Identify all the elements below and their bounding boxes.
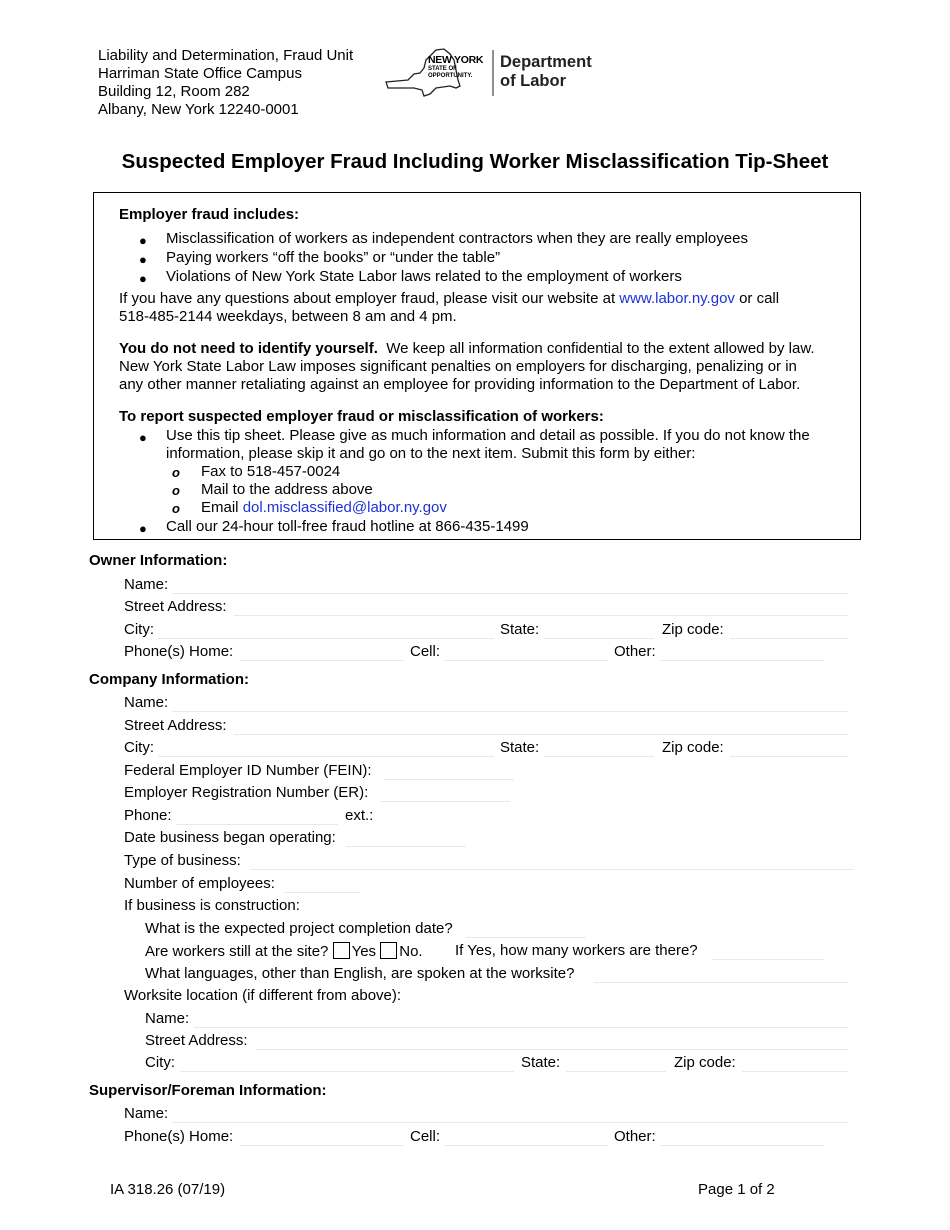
worksite-name-field[interactable] (194, 1010, 848, 1028)
company-phone-label: Phone: (124, 807, 172, 824)
supervisor-other-field[interactable] (660, 1128, 824, 1146)
report-line1: Use this tip sheet. Please give as much information and detail as possible. If you do not know the (166, 427, 810, 444)
company-street-label: Street Address: (124, 717, 227, 734)
company-zip-field[interactable] (730, 739, 848, 757)
mailing-address (98, 47, 353, 119)
questions-text (119, 290, 779, 307)
company-city-field[interactable] (158, 739, 494, 757)
supervisor-other-label: Other: (614, 1128, 656, 1145)
company-state-label: State: (500, 739, 540, 756)
logo-state-of: STATE OF (428, 66, 457, 72)
no-checkbox[interactable] (380, 942, 397, 959)
owner-other-field[interactable] (660, 643, 824, 661)
address-line: Building 12, Room 282 (98, 83, 250, 100)
bullet-icon: ● (139, 233, 147, 248)
owner-street-label: Street Address: (124, 598, 227, 615)
supervisor-phone-label: Phone(s) Home: (124, 1128, 234, 1145)
worksite-state-label: State: (521, 1054, 561, 1071)
supervisor-heading: Supervisor/Foreman Information: (89, 1082, 327, 1099)
completion-date-field[interactable] (466, 920, 586, 938)
address-line: Liability and Determination, Fraud Unit (98, 47, 354, 64)
page-title: Suspected Employer Fraud Including Worker Misclassification Tip-Sheet (121, 150, 829, 173)
completion-date-label: What is the expected project completion date? (145, 920, 453, 937)
workers-site-row (145, 942, 423, 960)
fein-label: Federal Employer ID Number (FEIN): (124, 762, 372, 779)
email-link[interactable]: dol.misclassified@labor.ny.gov (242, 499, 447, 516)
email-option (201, 499, 447, 516)
logo-ny-text: NEW YORK (428, 54, 484, 66)
identify-bold: You do not need to identify yourself. (119, 340, 378, 357)
owner-phone-field[interactable] (240, 643, 404, 661)
logo-opportunity: OPPORTUNITY. (428, 73, 473, 79)
ext-label: ext.: (345, 807, 374, 824)
company-heading: Company Information: (89, 671, 249, 688)
worksite-zip-label: Zip code: (674, 1054, 736, 1071)
owner-zip-field[interactable] (730, 621, 848, 639)
includes-item: Paying workers “off the books” or “under the table” (166, 249, 501, 266)
mail-option: Mail to the address above (201, 481, 373, 498)
worksite-label: Worksite location (if different from above): (124, 987, 402, 1004)
date-began-label: Date business began operating: (124, 829, 336, 846)
questions-post: or call (734, 290, 780, 307)
worksite-zip-field[interactable] (742, 1054, 848, 1072)
num-employees-label: Number of employees: (124, 875, 275, 892)
business-type-field[interactable] (250, 852, 854, 870)
website-link[interactable]: www.labor.ny.gov (619, 290, 735, 307)
nys-dol-logo (384, 46, 604, 98)
worksite-name-label: Name: (145, 1010, 190, 1027)
owner-cell-field[interactable] (444, 643, 608, 661)
address-line: Harriman State Office Campus (98, 65, 302, 82)
identify-rest: We keep all information confidential to the extent allowed by law. (377, 340, 815, 357)
hotline-text: Call our 24-hour toll-free fraud hotline at 866-435-1499 (166, 518, 529, 535)
fein-field[interactable] (384, 762, 514, 780)
company-name-field[interactable] (172, 694, 848, 712)
how-many-field[interactable] (712, 942, 824, 960)
company-name-label: Name: (124, 694, 169, 711)
yes-label: Yes (351, 943, 377, 960)
yes-checkbox[interactable] (333, 942, 350, 959)
fax-option: Fax to 518-457-0024 (201, 463, 341, 480)
owner-street-field[interactable] (234, 598, 848, 616)
company-zip-label: Zip code: (662, 739, 724, 756)
worksite-street-label: Street Address: (145, 1032, 248, 1049)
sub-bullet-icon: o (172, 501, 180, 516)
construction-label: If business is construction: (124, 897, 300, 914)
owner-other-label: Other: (614, 643, 656, 660)
company-street-field[interactable] (234, 717, 848, 735)
bullet-icon: ● (139, 430, 147, 445)
languages-field[interactable] (594, 965, 848, 983)
address-line: Albany, New York 12240-0001 (98, 101, 299, 118)
includes-item: Misclassification of workers as independent contractors when they are really employees (166, 230, 748, 247)
supervisor-cell-label: Cell: (410, 1128, 441, 1145)
business-type-label: Type of business: (124, 852, 241, 869)
company-city-label: City: (124, 739, 154, 756)
owner-name-field[interactable] (172, 576, 848, 594)
owner-name-label: Name: (124, 576, 169, 593)
questions-line2: 518-485-2144 weekdays, between 8 am and 4 pm. (119, 308, 457, 325)
workers-site-label: Are workers still at the site? (145, 943, 329, 960)
no-label: No. (399, 943, 423, 960)
sub-bullet-icon: o (172, 465, 180, 480)
company-state-field[interactable] (544, 739, 654, 757)
questions-pre: If you have any questions about employer fraud, please visit our website at (119, 290, 620, 307)
logo-department: Department (500, 53, 592, 71)
includes-item: Violations of New York State Labor laws related to the employment of workers (166, 268, 682, 285)
owner-heading: Owner Information: (89, 552, 228, 569)
logo-of-labor: of Labor (500, 72, 566, 90)
form-id: IA 318.26 (07/19) (110, 1181, 226, 1198)
identify-line2: New York State Labor Law imposes significant penalties on employers for discharging, penalizing or in (119, 358, 797, 375)
identify-text (119, 340, 815, 357)
includes-heading: Employer fraud includes: (119, 206, 300, 223)
er-label: Employer Registration Number (ER): (124, 784, 369, 801)
supervisor-name-field[interactable] (172, 1105, 848, 1123)
sub-bullet-icon: o (172, 483, 180, 498)
er-field[interactable] (380, 784, 510, 802)
bullet-icon: ● (139, 521, 147, 536)
supervisor-name-label: Name: (124, 1105, 169, 1122)
report-heading: To report suspected employer fraud or misclassification of workers: (119, 408, 604, 425)
how-many-label: If Yes, how many workers are there? (455, 942, 698, 959)
owner-city-field[interactable] (158, 621, 494, 639)
owner-cell-label: Cell: (410, 643, 441, 660)
worksite-city-label: City: (145, 1054, 175, 1071)
owner-zip-label: Zip code: (662, 621, 724, 638)
languages-label: What languages, other than English, are spoken at the worksite? (145, 965, 575, 982)
bullet-icon: ● (139, 271, 147, 286)
supervisor-cell-field[interactable] (444, 1128, 608, 1146)
worksite-street-field[interactable] (256, 1032, 848, 1050)
owner-phone-label: Phone(s) Home: (124, 643, 234, 660)
page-number: Page 1 of 2 (698, 1181, 775, 1198)
owner-state-field[interactable] (544, 621, 654, 639)
owner-state-label: State: (500, 621, 540, 638)
supervisor-phone-field[interactable] (240, 1128, 404, 1146)
company-phone-field[interactable] (176, 807, 338, 825)
owner-city-label: City: (124, 621, 154, 638)
bullet-icon: ● (139, 252, 147, 267)
email-pre: Email (201, 499, 243, 516)
worksite-state-field[interactable] (566, 1054, 666, 1072)
worksite-city-field[interactable] (180, 1054, 514, 1072)
num-employees-field[interactable] (284, 875, 360, 893)
date-began-field[interactable] (346, 829, 466, 847)
report-line2: information, please skip it and go on to the next item. Submit this form by either: (166, 445, 696, 462)
identify-line3: any other manner retaliating against an employee for providing information to the Department of Labor. (119, 376, 801, 393)
